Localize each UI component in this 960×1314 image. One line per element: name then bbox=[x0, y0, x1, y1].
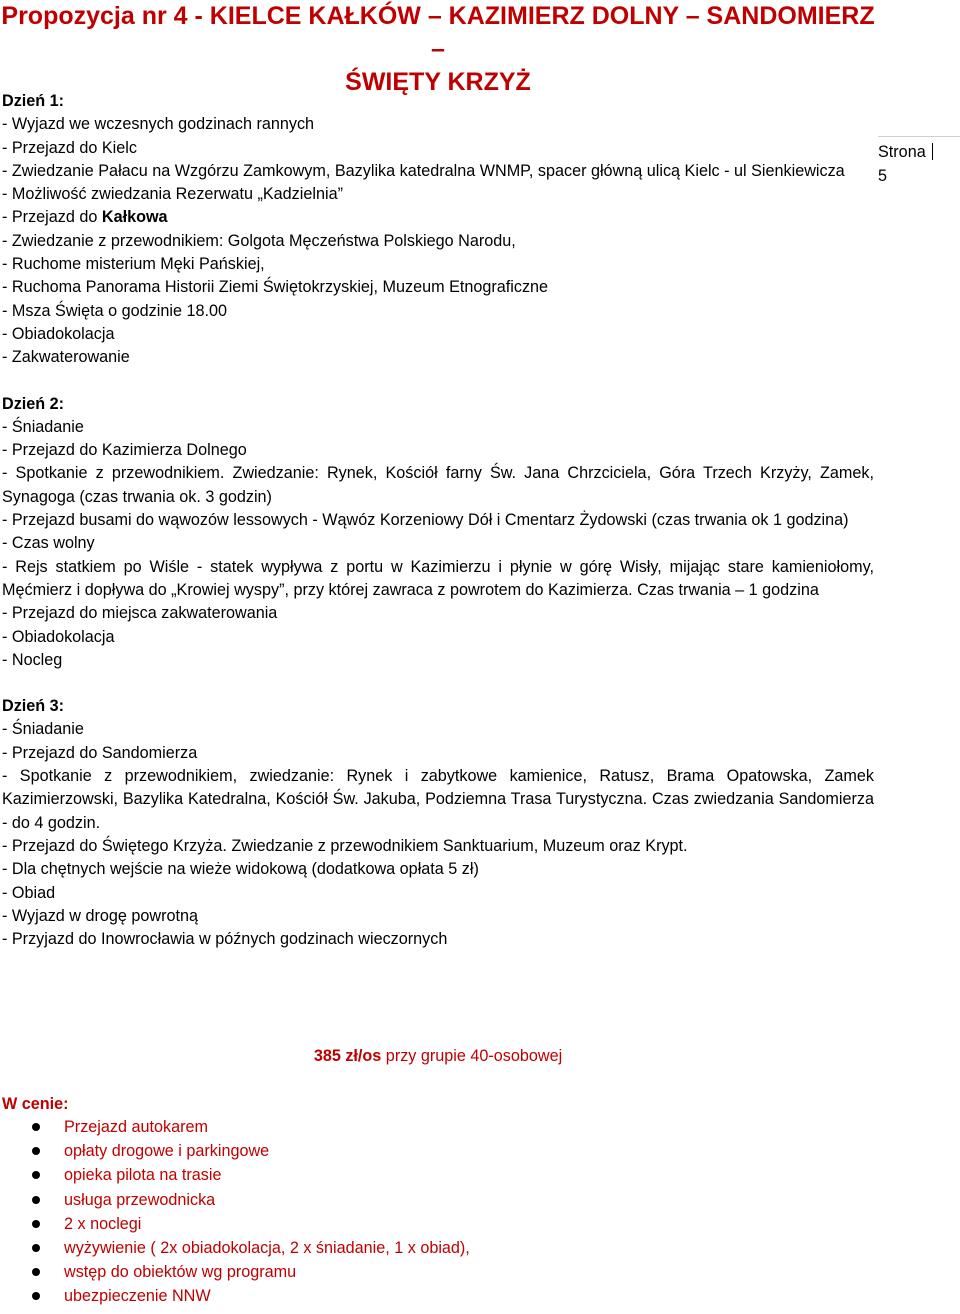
included-item bbox=[0, 1188, 470, 1212]
title-line-1: Propozycja nr 4 - KIELCE KAŁKÓW – KAZIMIERZ DOLNY – SANDOMIERZ – bbox=[1, 2, 875, 63]
day1-item: - Możliwość zwiedzania Rezerwatu „Kadzielnia” bbox=[2, 185, 343, 204]
bullet-icon bbox=[32, 1244, 40, 1252]
included-item-text: usługa przewodnicka bbox=[64, 1190, 216, 1209]
itinerary bbox=[2, 90, 874, 951]
bullet-icon bbox=[32, 1147, 40, 1155]
included-item-text: opieka pilota na trasie bbox=[64, 1166, 222, 1185]
included-item bbox=[0, 1139, 470, 1163]
day2-item: - Rejs statkiem po Wiśle - statek wypływa z portu w Kazimierzu i płynie w górę Wisły, mijając stare kamieniołomy, Męćmierz i dopływa do „Krowiej wyspy”, przy której zawraca z powrotem do Kazimierza. Czas trwania – 1 godzina bbox=[2, 557, 874, 599]
day3-item: - Dla chętnych wejście na wieże widokową (dodatkowa opłata 5 zł) bbox=[2, 860, 479, 879]
included-item-text: 2 x noclegi bbox=[64, 1214, 142, 1233]
included-item-text: Przejazd autokarem bbox=[64, 1118, 208, 1136]
day2-item: - Nocleg bbox=[2, 650, 63, 669]
day3-item: - Śniadanie bbox=[2, 720, 84, 739]
day1-item: - Ruchome misterium Męki Pańskiej, bbox=[2, 255, 265, 274]
bullet-icon bbox=[32, 1268, 40, 1276]
day1-item-przejazd bbox=[2, 206, 874, 229]
page-word: Strona bbox=[878, 143, 926, 161]
day1-item: - Zakwaterowanie bbox=[2, 348, 130, 367]
day1-label: Dzień 1: bbox=[2, 92, 65, 110]
przejazd-prefix: - Przejazd do bbox=[2, 208, 102, 227]
page-number: 5 bbox=[878, 167, 888, 185]
day1-item: - Zwiedzanie Pałacu na Wzgórzu Zamkowym, Bazylika katedralna WNMP, spacer główną ulicą Kielc - ul Sienkiewicza bbox=[2, 161, 845, 180]
included-item-text: ubezpieczenie NNW bbox=[64, 1287, 211, 1306]
included-item bbox=[0, 1115, 470, 1139]
day3-item: - Przejazd do Świętego Krzyża. Zwiedzanie z przewodnikiem Sanktuarium, Muzeum oraz Krypt. bbox=[2, 836, 688, 855]
price-amount: 385 zł/os bbox=[313, 1047, 382, 1065]
day2-item: - Przejazd do Kazimierza Dolnego bbox=[2, 441, 247, 460]
spacer bbox=[2, 672, 874, 695]
day1-item: - Przejazd do Kielc bbox=[2, 138, 137, 157]
spacer bbox=[2, 370, 874, 393]
included-item-text: wyżywienie ( 2x obiadokolacja, 2 x śniadanie, 1 x obiad), bbox=[64, 1238, 470, 1257]
day1-item: - Zwiedzanie z przewodnikiem: Golgota Męczeństwa Polskiego Narodu, bbox=[2, 231, 516, 250]
bullet-icon bbox=[32, 1196, 40, 1204]
price-suffix: przy grupie 40-osobowej bbox=[381, 1047, 563, 1065]
bullet-icon bbox=[32, 1220, 40, 1228]
side-divider bbox=[878, 136, 960, 137]
day1-item: - Ruchoma Panorama Historii Ziemi Świętokrzyskiej, Muzeum Etnograficzne bbox=[2, 278, 549, 297]
day2-item: - Spotkanie z przewodnikiem. Zwiedzanie: Rynek, Kościół farny Św. Jana Chrzciciela, Góra Trzech Krzyży, Zamek, Synagoga (czas trwania ok. 3 godzin) bbox=[2, 464, 874, 506]
bullet-icon bbox=[32, 1171, 40, 1179]
day3-item: - Przejazd do Sandomierza bbox=[2, 743, 198, 762]
page-indicator bbox=[878, 140, 960, 188]
included-item-text: wstęp do obiektów wg programu bbox=[64, 1263, 297, 1282]
day3-item: - Spotkanie z przewodnikiem, zwiedzanie: Rynek i zabytkowe kamienice, Ratusz, Brama Opatowska, Zamek Kazimierzowski, Bazylika Katedralna, Kościół Św. Jakuba, Podziemna Trasa Turystyczna. Czas zwiedzania Sandomierza - do 4 godzin. bbox=[2, 767, 874, 832]
included-item-text: opłaty drogowe i parkingowe bbox=[64, 1142, 270, 1161]
page-separator bbox=[932, 143, 933, 160]
day2-item: - Przejazd do miejsca zakwaterowania bbox=[2, 604, 278, 623]
day1-item: - Obiadokolacja bbox=[2, 324, 115, 343]
included-item bbox=[0, 1163, 470, 1187]
price-line bbox=[0, 1045, 876, 1068]
included-item bbox=[0, 1260, 470, 1284]
day3-item: - Przyjazd do Inowrocławia w późnych godzinach wieczornych bbox=[2, 930, 448, 949]
included-item bbox=[0, 1212, 470, 1236]
day1-item: - Msza Święta o godzinie 18.00 bbox=[2, 301, 227, 320]
included-list bbox=[0, 1115, 470, 1309]
day3-item: - Wyjazd w drogę powrotną bbox=[2, 906, 198, 925]
title-line-2: ŚWIĘTY KRZYŻ bbox=[345, 68, 531, 96]
included-item bbox=[0, 1236, 470, 1260]
day3-item: - Obiad bbox=[2, 883, 56, 902]
przejazd-place: Kałkowa bbox=[101, 208, 168, 227]
included-label: W cenie: bbox=[2, 1095, 69, 1113]
day2-item: - Przejazd busami do wąwozów lessowych - Wąwóz Korzeniowy Dół i Cmentarz Żydowski (czas trwania ok 1 godzina) bbox=[2, 511, 849, 530]
day2-item: - Śniadanie bbox=[2, 417, 84, 436]
document-title bbox=[0, 0, 876, 99]
bullet-icon bbox=[32, 1123, 40, 1131]
day1-item: - Wyjazd we wczesnych godzinach rannych bbox=[2, 115, 315, 134]
included-item bbox=[0, 1284, 470, 1308]
day3-label: Dzień 3: bbox=[2, 697, 65, 716]
bullet-icon bbox=[32, 1292, 40, 1300]
day2-item: - Obiadokolacja bbox=[2, 627, 115, 646]
day2-item: - Czas wolny bbox=[2, 534, 95, 553]
day2-label: Dzień 2: bbox=[2, 394, 65, 413]
